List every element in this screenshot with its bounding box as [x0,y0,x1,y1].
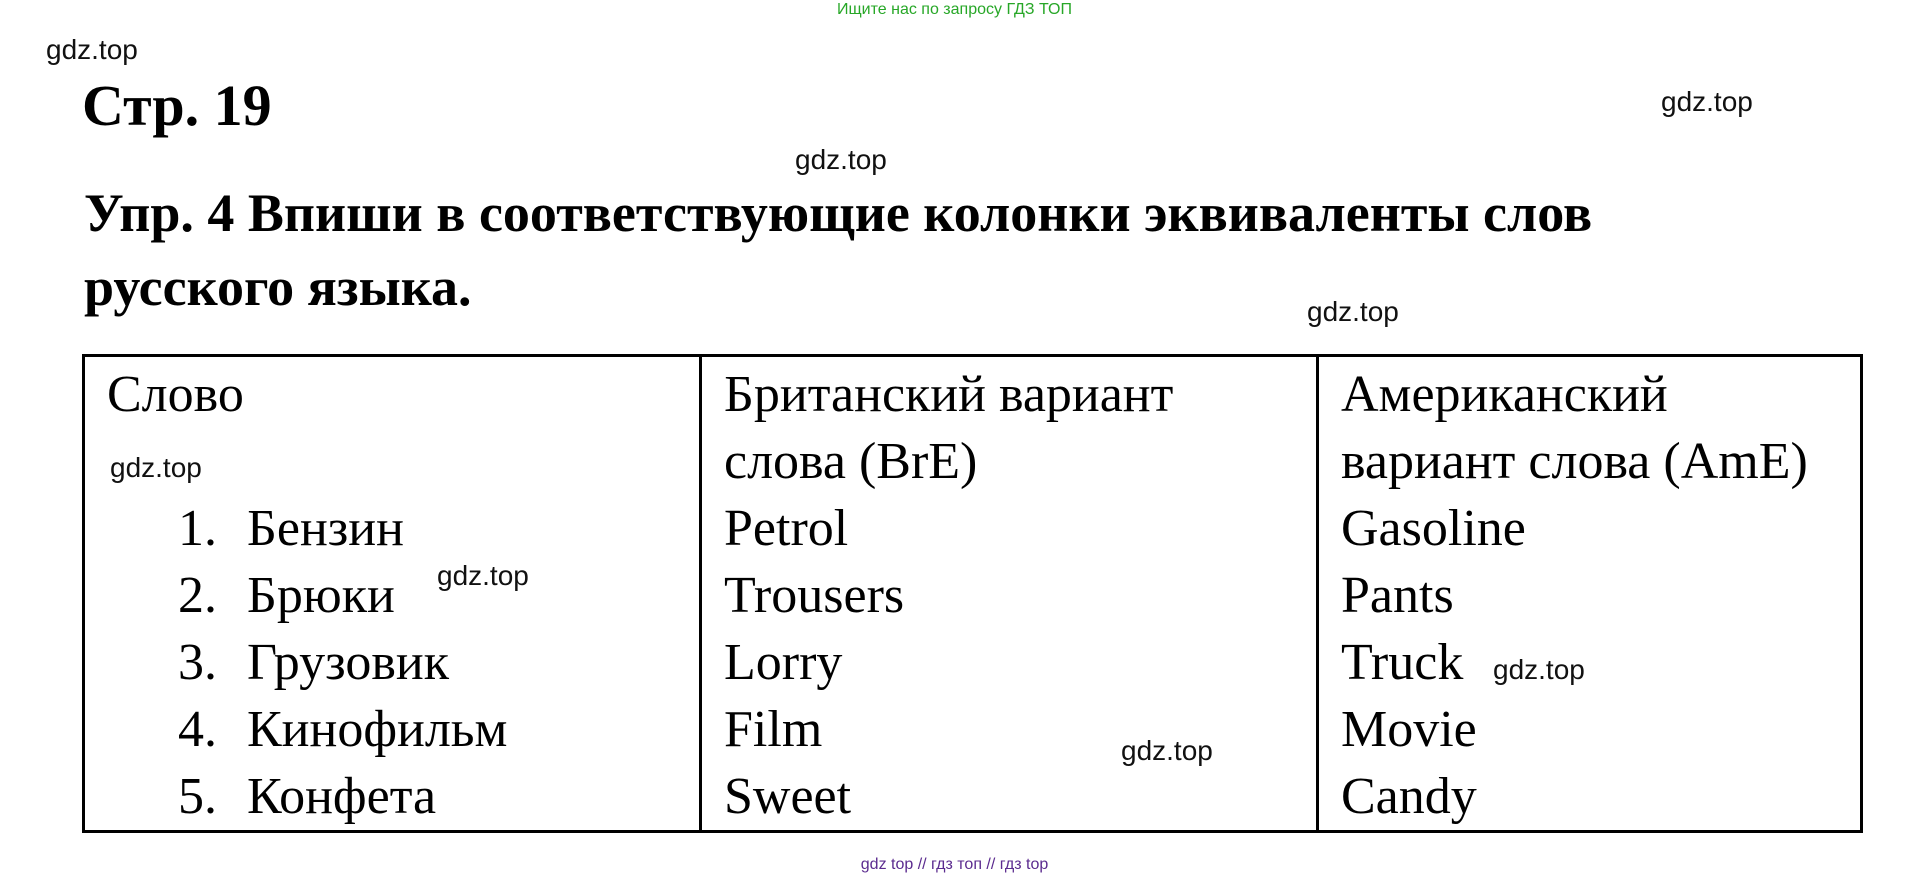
russian-word: Грузовик [247,634,449,691]
table-row [107,629,699,696]
watermark: gdz.top [110,452,202,483]
row-number: 5. [178,768,217,825]
column-american [1318,356,1862,832]
bre-word: Trousers [724,567,905,624]
russian-word: Бензин [247,500,404,557]
table-row [107,562,699,629]
task-text [84,176,1592,324]
column-russian-word [84,356,701,832]
header-ame-line-2: вариант слова (AmE) [1341,433,1808,490]
header-bre-line-1: Британский вариант [724,366,1174,423]
ame-word: Truck [1341,634,1464,691]
watermark: gdz.top [46,34,138,65]
bre-word: Film [724,701,823,758]
words-table [82,354,1863,833]
row-number: 4. [178,701,217,758]
column-british [701,356,1318,832]
top-banner: Ищите нас по запросу ГДЗ ТОП [837,1,1072,18]
russian-word: Брюки [247,567,395,624]
watermark: gdz.top [437,560,529,591]
ame-word: Pants [1341,567,1454,624]
watermark: gdz.top [1661,86,1753,117]
header-ame-line-1: Американский [1341,366,1668,423]
russian-word: Конфета [247,768,437,825]
row-number: 1. [178,500,217,557]
table-row [107,696,699,763]
ame-word: Candy [1341,768,1477,825]
watermark: gdz.top [795,144,887,175]
bre-word: Lorry [724,634,843,691]
ame-word: Gasoline [1341,500,1526,557]
task-line-1: Упр. 4 Впиши в соответствующие колонки эквиваленты слов [84,183,1593,243]
task-line-2: русского языка. [84,257,472,317]
table-row [107,495,699,562]
bre-word: Sweet [724,768,852,825]
watermark: gdz.top [1307,296,1399,327]
header-bre-line-2: слова (BrE) [724,433,978,490]
page-title: Стр. 19 [82,73,272,138]
russian-word: Кинофильм [247,701,508,758]
watermark: gdz.top [1493,654,1585,685]
row-number: 3. [178,634,217,691]
row-number: 2. [178,567,217,624]
watermark: gdz.top [1121,735,1213,766]
table-row [107,763,699,830]
ame-word: Movie [1341,701,1477,758]
bre-word: Petrol [724,500,849,557]
header-word: Слово [107,366,244,423]
bottom-banner: gdz top // гдз топ // гдз top [860,856,1049,873]
